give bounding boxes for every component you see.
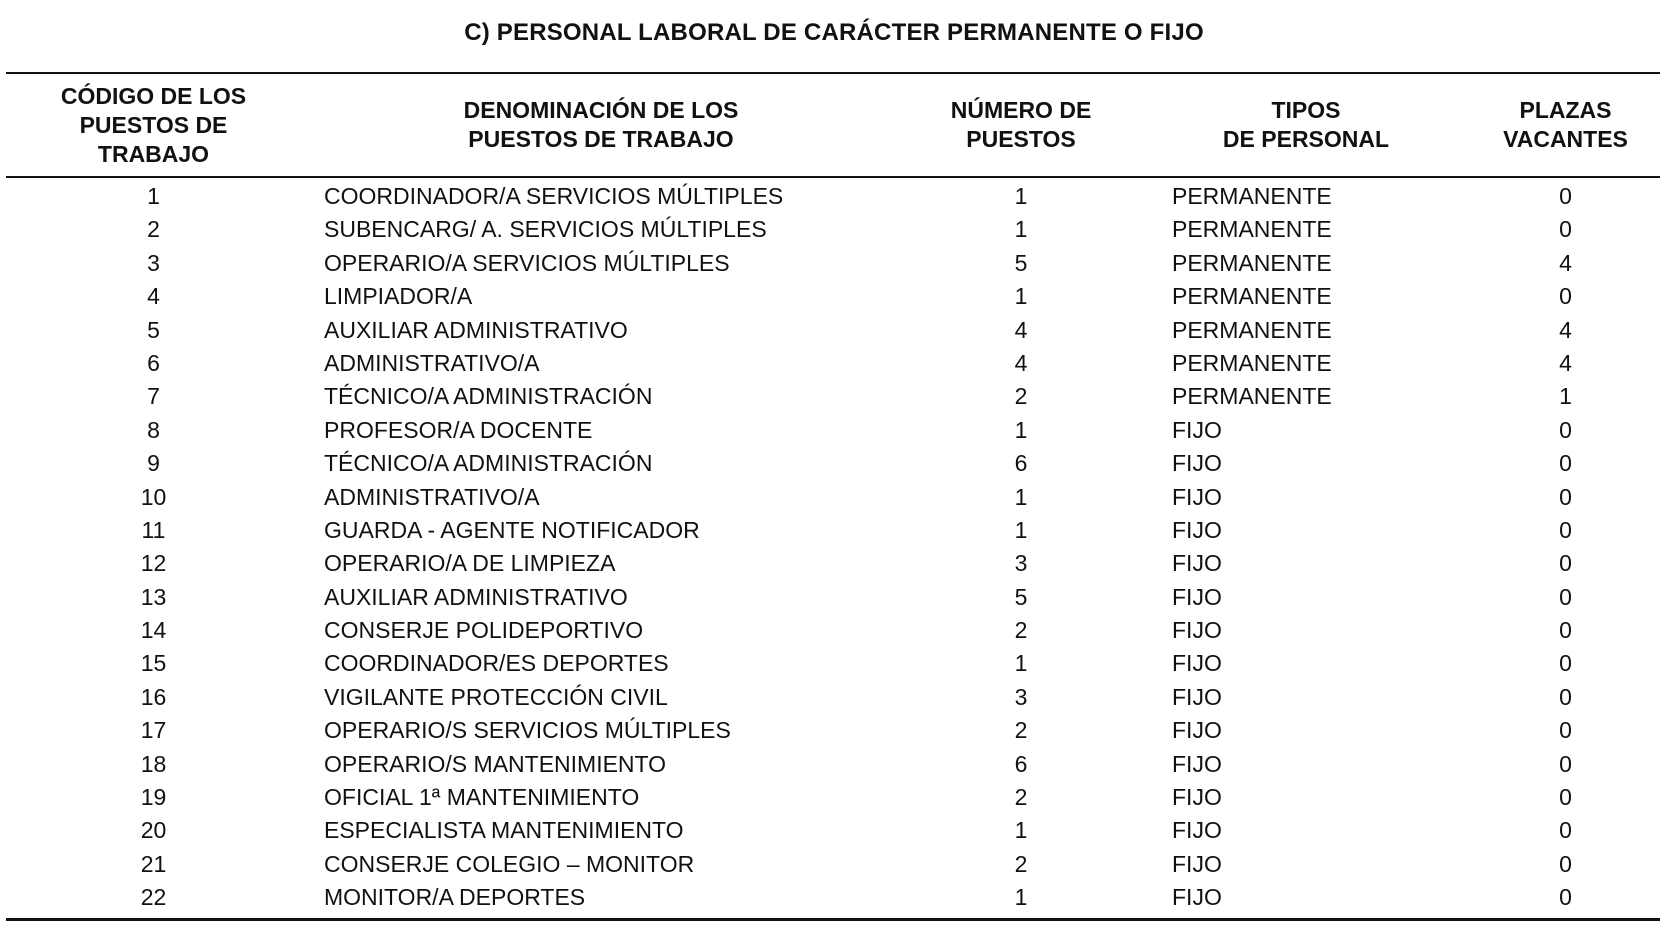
cell-codigo: 19 [140,784,167,811]
cell-tipo: PERMANENTE [1172,216,1332,243]
cell-tipo: FIJO [1172,683,1222,710]
cell-denominacion: MONITOR/A DEPORTES [324,884,586,911]
table-row [6,514,1660,547]
header-denominacion-line: PUESTOS DE TRABAJO [468,126,734,152]
table-title: C) PERSONAL LABORAL DE CARÁCTER PERMANENTE O FIJO [464,19,1204,46]
cell-denominacion: TÉCNICO/A ADMINISTRACIÓN [324,450,653,477]
cell-codigo: 5 [147,316,160,343]
cell-codigo: 21 [140,850,167,877]
cell-tipo: FIJO [1172,483,1222,510]
cell-numero: 2 [1014,850,1028,877]
cell-vacantes: 0 [1559,850,1572,877]
cell-tipo: FIJO [1172,583,1222,610]
cell-denominacion: VIGILANTE PROTECCIÓN CIVIL [324,683,668,710]
cell-numero: 1 [1014,884,1028,911]
header-numero-line: NÚMERO DE [950,97,1092,123]
cell-denominacion: OFICIAL 1ª MANTENIMIENTO [324,784,640,811]
cell-vacantes: 0 [1559,516,1572,543]
cell-denominacion: OPERARIO/S MANTENIMIENTO [324,750,667,777]
cell-tipo: FIJO [1172,884,1222,911]
table-row [6,247,1660,280]
cell-numero: 3 [1014,550,1028,577]
cell-numero: 2 [1014,617,1028,644]
cell-vacantes: 0 [1559,683,1572,710]
cell-codigo: 22 [140,884,167,911]
cell-tipo: FIJO [1172,650,1222,677]
cell-tipo: FIJO [1172,750,1222,777]
cell-codigo: 11 [141,516,166,543]
table-row [6,347,1660,380]
cell-numero: 2 [1014,784,1028,811]
cell-codigo: 7 [147,383,160,410]
cell-codigo: 6 [147,349,160,376]
table-row [6,447,1660,480]
table-row [6,547,1660,580]
cell-vacantes: 0 [1559,283,1572,310]
cell-codigo: 1 [147,183,160,209]
table-row [6,314,1660,347]
cell-numero: 1 [1014,516,1028,543]
cell-tipo: PERMANENTE [1172,349,1332,376]
table-row [6,881,1660,914]
header-denominacion-line: DENOMINACIÓN DE LOS [463,97,739,123]
cell-vacantes: 0 [1559,717,1572,744]
bottom-rule [6,918,1660,921]
cell-codigo: 15 [140,650,167,677]
cell-vacantes: 4 [1559,316,1572,343]
cell-tipo: PERMANENTE [1172,383,1332,410]
table-row [6,180,1660,213]
cell-vacantes: 0 [1559,884,1572,911]
table-row [6,380,1660,413]
table-row [6,213,1660,246]
cell-denominacion: OPERARIO/A SERVICIOS MÚLTIPLES [324,249,730,276]
header-tipos [1141,74,1471,176]
cell-numero: 1 [1014,817,1028,844]
header-vacantes [1471,74,1660,176]
header-codigo-line: CÓDIGO DE LOS [60,82,247,109]
cell-numero: 6 [1014,450,1028,477]
cell-numero: 5 [1014,249,1028,276]
table-body [6,180,1660,915]
cell-numero: 1 [1014,483,1028,510]
cell-numero: 4 [1014,316,1028,343]
header-tipos-line: TIPOS [1271,97,1341,123]
cell-tipo: FIJO [1172,416,1222,443]
cell-vacantes: 0 [1559,784,1572,811]
table-row [6,647,1660,680]
cell-vacantes: 0 [1559,617,1572,644]
cell-denominacion: GUARDA - AGENTE NOTIFICADOR [324,516,700,543]
cell-tipo: FIJO [1172,717,1222,744]
cell-denominacion: AUXILIAR ADMINISTRATIVO [324,583,628,610]
header-numero-line: PUESTOS [966,126,1076,152]
header-codigo-line: TRABAJO [97,140,210,167]
cell-codigo: 17 [140,717,167,744]
cell-denominacion: ADMINISTRATIVO/A [324,483,540,510]
cell-codigo: 12 [140,550,167,577]
table-row [6,614,1660,647]
cell-vacantes: 4 [1559,249,1572,276]
cell-codigo: 9 [147,450,160,477]
cell-codigo: 18 [140,750,167,777]
table-row [6,814,1660,847]
cell-tipo: FIJO [1172,817,1222,844]
cell-tipo: FIJO [1172,450,1222,477]
header-denominacion [301,74,901,176]
cell-vacantes: 0 [1559,650,1572,677]
cell-numero: 6 [1014,750,1028,777]
cell-tipo: PERMANENTE [1172,249,1332,276]
cell-denominacion: SUBENCARG/ A. SERVICIOS MÚLTIPLES [324,216,767,243]
cell-codigo: 14 [140,617,167,644]
cell-tipo: PERMANENTE [1172,283,1332,310]
cell-denominacion: TÉCNICO/A ADMINISTRACIÓN [324,383,653,410]
header-numero [901,74,1141,176]
cell-codigo: 10 [140,483,167,510]
cell-codigo: 16 [140,683,167,710]
cell-numero: 1 [1014,283,1028,310]
table-row [6,280,1660,313]
cell-tipo: PERMANENTE [1172,183,1332,209]
cell-numero: 3 [1014,683,1028,710]
cell-tipo: FIJO [1172,784,1222,811]
cell-tipo: FIJO [1172,516,1222,543]
cell-tipo: FIJO [1172,850,1222,877]
cell-vacantes: 4 [1559,349,1572,376]
cell-denominacion: CONSERJE COLEGIO – MONITOR [324,850,695,877]
cell-vacantes: 0 [1559,583,1572,610]
table-row [6,481,1660,514]
header-codigo-line: PUESTOS DE [79,111,228,138]
cell-tipo: FIJO [1172,550,1222,577]
cell-vacantes: 0 [1559,183,1572,209]
cell-numero: 2 [1014,383,1028,410]
table-row [6,748,1660,781]
table-row [6,414,1660,447]
cell-denominacion: LIMPIADOR/A [324,283,473,310]
cell-numero: 2 [1014,717,1028,744]
header-rule [6,176,1660,178]
header-vacantes-line: PLAZAS [1519,97,1612,123]
cell-tipo: PERMANENTE [1172,316,1332,343]
cell-denominacion: COORDINADOR/A SERVICIOS MÚLTIPLES [324,183,784,209]
cell-vacantes: 0 [1559,416,1572,443]
cell-vacantes: 0 [1559,550,1572,577]
cell-denominacion: OPERARIO/A DE LIMPIEZA [324,550,616,577]
cell-numero: 1 [1014,183,1028,209]
cell-numero: 1 [1014,216,1028,243]
table-row [6,781,1660,814]
cell-numero: 5 [1014,583,1028,610]
cell-vacantes: 0 [1559,817,1572,844]
cell-denominacion: COORDINADOR/ES DEPORTES [324,650,669,677]
header-codigo [6,74,301,176]
cell-denominacion: OPERARIO/S SERVICIOS MÚLTIPLES [324,717,731,744]
table-row [6,581,1660,614]
table-row [6,681,1660,714]
cell-vacantes: 0 [1559,450,1572,477]
cell-denominacion: PROFESOR/A DOCENTE [324,416,593,443]
table-row [6,848,1660,881]
cell-codigo: 3 [147,249,160,276]
cell-numero: 1 [1014,416,1028,443]
cell-vacantes: 1 [1559,383,1572,410]
cell-denominacion: ADMINISTRATIVO/A [324,349,540,376]
cell-codigo: 2 [147,216,160,243]
header-vacantes-line: VACANTES [1503,126,1628,152]
cell-tipo: FIJO [1172,617,1222,644]
cell-codigo: 4 [147,283,160,310]
cell-vacantes: 0 [1559,750,1572,777]
table-row [6,714,1660,747]
header-tipos-line: DE PERSONAL [1222,126,1390,152]
cell-denominacion: ESPECIALISTA MANTENIMIENTO [324,817,684,844]
cell-codigo: 20 [140,817,167,844]
cell-vacantes: 0 [1559,216,1572,243]
cell-denominacion: CONSERJE POLIDEPORTIVO [324,617,644,644]
cell-codigo: 13 [140,583,167,610]
cell-numero: 1 [1014,650,1028,677]
cell-numero: 4 [1014,349,1028,376]
cell-vacantes: 0 [1559,483,1572,510]
cell-denominacion: AUXILIAR ADMINISTRATIVO [324,316,628,343]
cell-codigo: 8 [147,416,160,443]
